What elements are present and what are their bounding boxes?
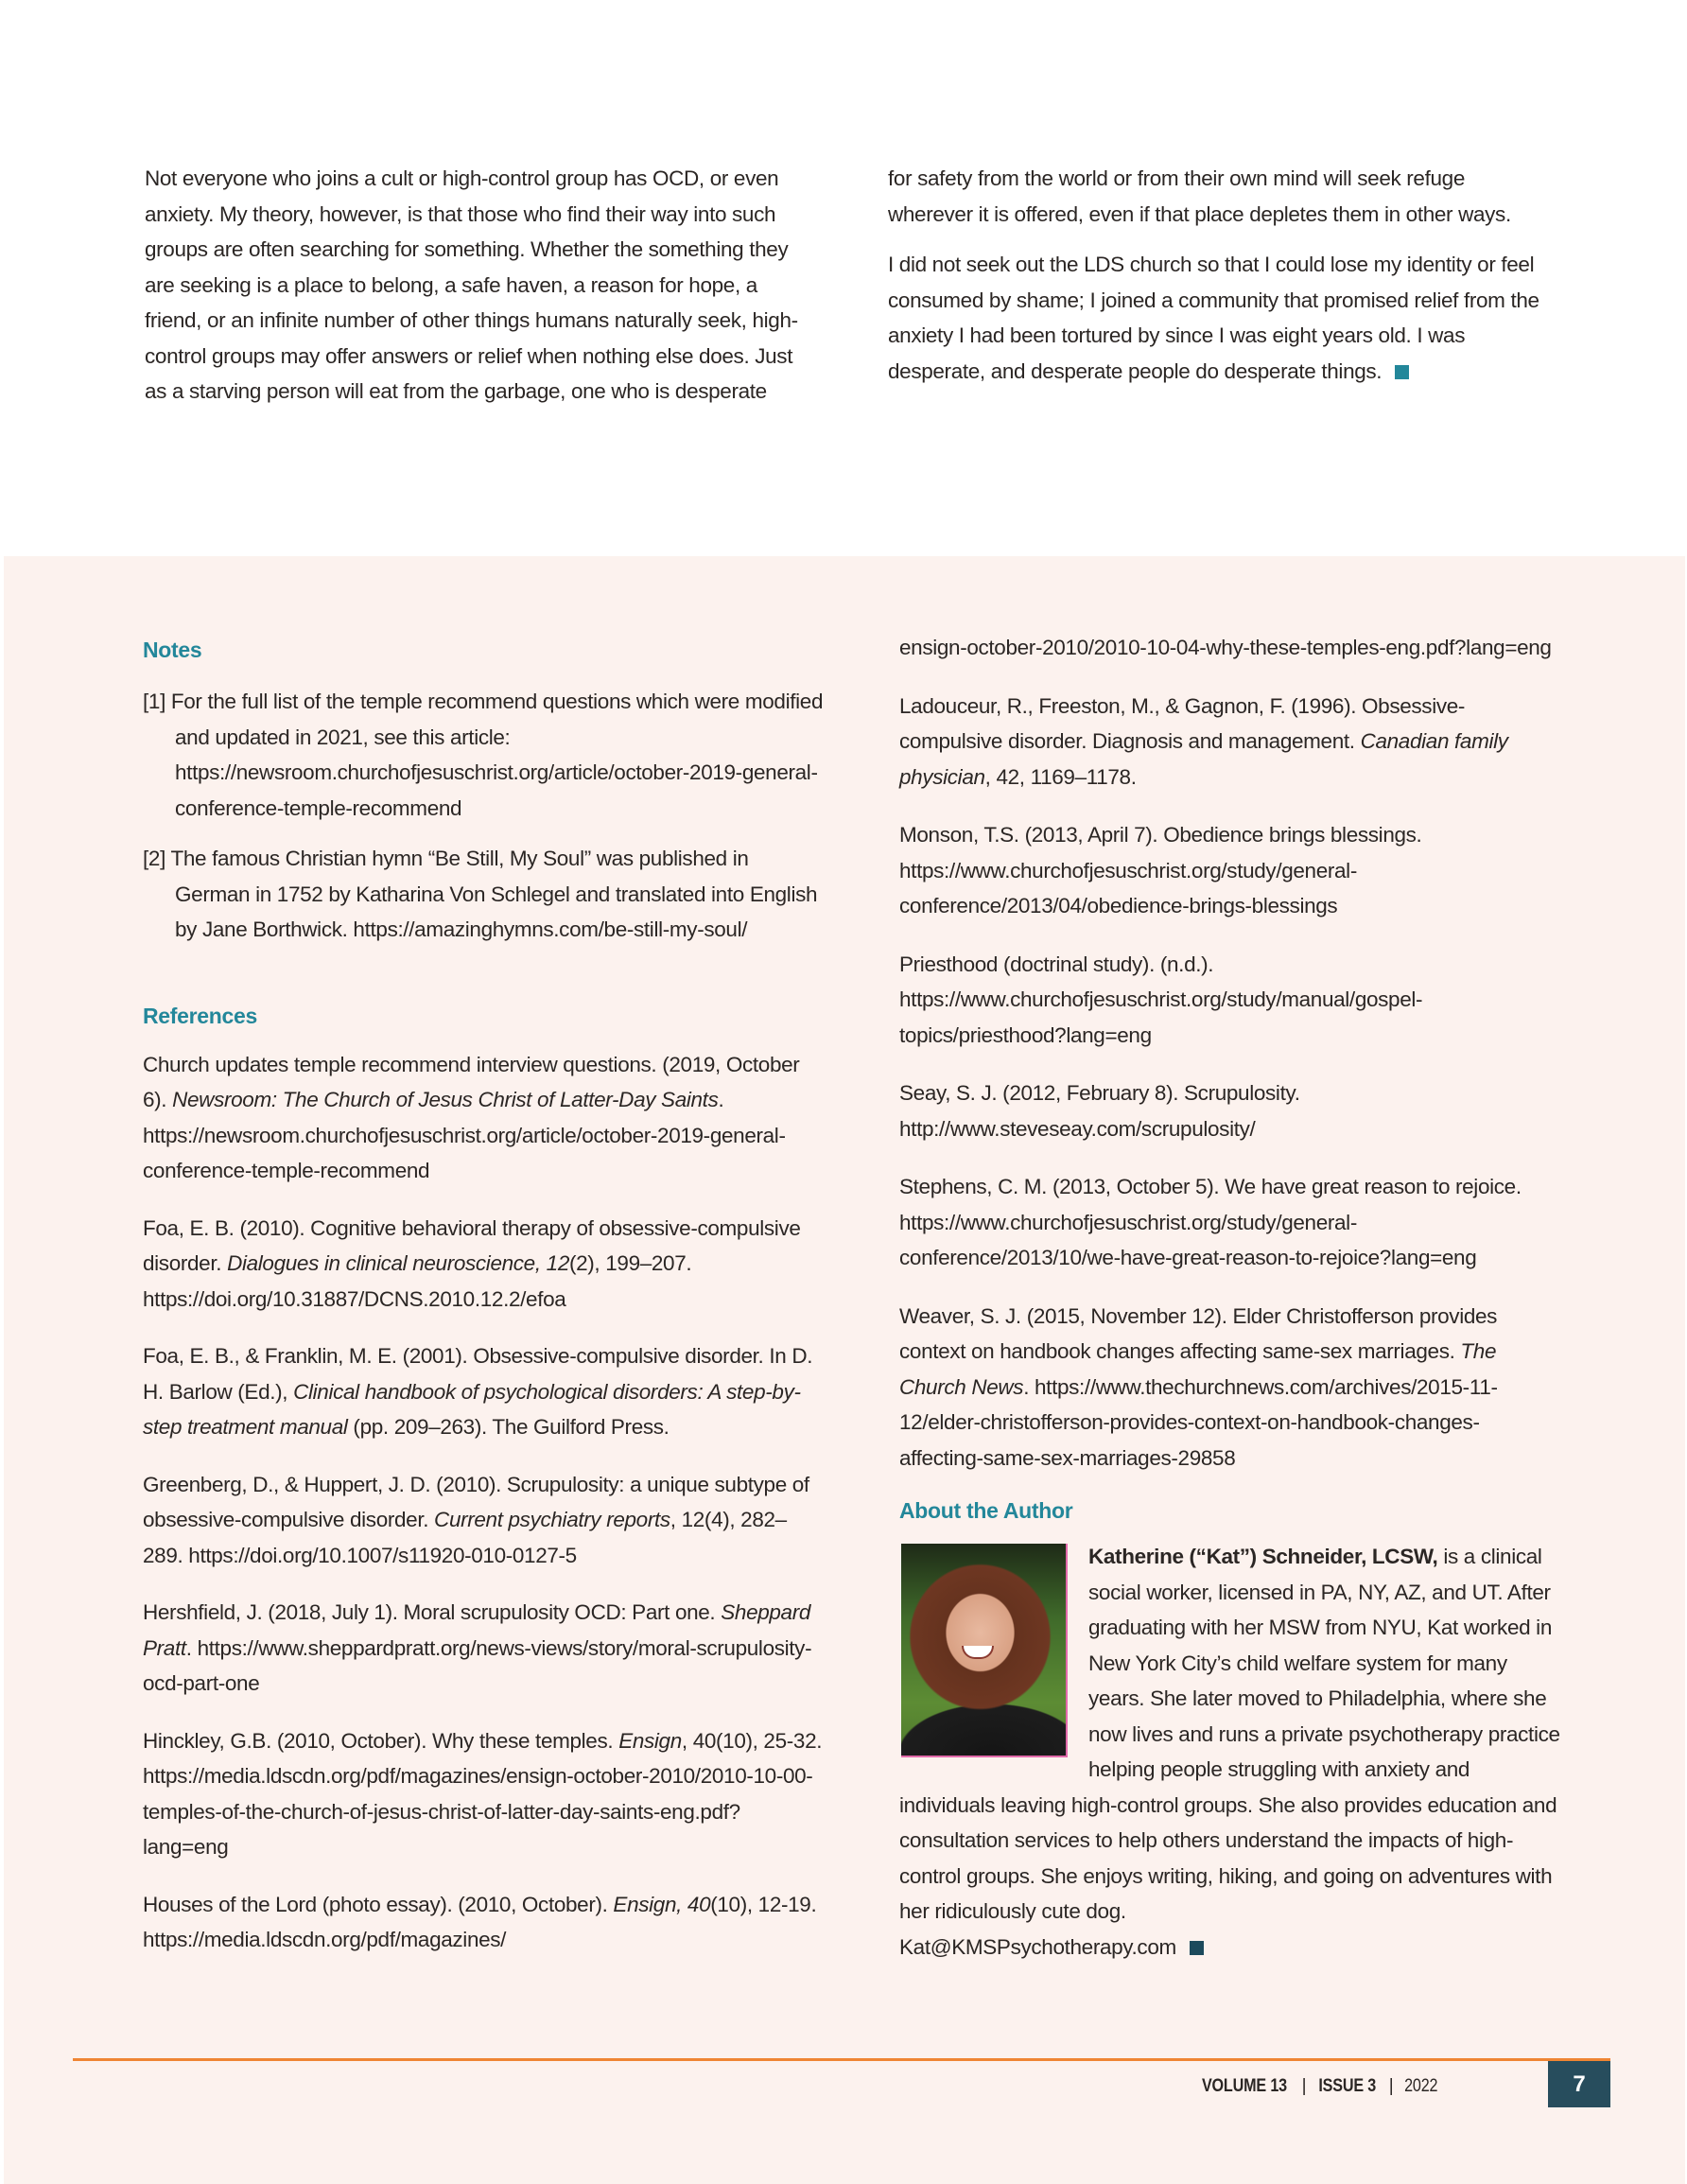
note-item: [1] For the full list of the temple recommend questions which were modified and updated in 2021, see this article: https://newsroom.churchofjesuschrist.org/article/october-2019-general-conference-temple-recommend bbox=[143, 690, 824, 820]
reference-item: Seay, S. J. (2012, February 8). Scrupulosity. http://www.steveseay.com/scrupulosity/ bbox=[899, 1081, 1300, 1141]
notes-left-column bbox=[143, 636, 824, 1958]
reference-item: Stephens, C. M. (2013, October 5). We have great reason to rejoice. https://www.churchofjesuschrist.org/study/general-conference/2013/10/we-have-great-reason-to-rejoice?lang=eng bbox=[899, 1175, 1522, 1269]
author-photo bbox=[901, 1544, 1068, 1757]
reference-item: Ladouceur, R., Freeston, M., & Gagnon, F. (1996). Obsessive-compulsive disorder. Diagnosis and management. Canadian family physician, 42, 1169–1178. bbox=[899, 693, 1508, 789]
end-of-article-square-icon bbox=[1395, 365, 1409, 379]
article-paragraph-final: I did not seek out the LDS church so that I could lose my identity or feel consumed by shame; I joined a community that promised relief from the anxiety I had been tortured by since I was eight years old. I was desperate, and desperate people do desperate things. bbox=[888, 253, 1539, 383]
reference-item: Hershfield, J. (2018, July 1). Moral scrupulosity OCD: Part one. Sheppard Pratt. https://www.sheppardpratt.org/news-views/story/moral-scrupulosity-ocd-part-one bbox=[143, 1600, 812, 1695]
reference-item: Monson, T.S. (2013, April 7). Obedience brings blessings. https://www.churchofjesuschrist.org/study/general-conference/2013/04/obedience-brings-blessings bbox=[899, 823, 1422, 917]
notes-list bbox=[143, 684, 824, 948]
footer-divider bbox=[73, 2058, 1610, 2061]
reference-item: Houses of the Lord (photo essay). (2010, October). Ensign, 40(10), 12-19. https://media.ldscdn.org/pdf/magazines/ bbox=[143, 1892, 817, 1951]
footer-year: 2022 bbox=[1403, 2076, 1437, 2096]
note-item: [2] The famous Christian hymn “Be Still, My Soul” was published in German in 1752 by Katharina Von Schlegel and translated into English by Jane Borthwick. https://amazinghymns.com/be-still-my-soul/ bbox=[143, 847, 818, 941]
reference-item: Priesthood (doctrinal study). (n.d.). https://www.churchofjesuschrist.org/study/manual/gospel-topics/priesthood?lang=eng bbox=[899, 952, 1423, 1047]
footer-separator: | bbox=[1301, 2076, 1307, 2096]
reference-item: Foa, E. B. (2010). Cognitive behavioral therapy of obsessive-compulsive disorder. Dialogues in clinical neuroscience, 12(2), 199–207. https://doi.org/10.31887/DCNS.2010.12.2/efoa bbox=[143, 1215, 801, 1311]
article-right-column bbox=[888, 161, 1550, 389]
reference-item: Foa, E. B., & Franklin, M. E. (2001). Obsessive-compulsive disorder. In D. H. Barlow (Ed.), Clinical handbook of psychological disorders: A step-by-step treatment manual (pp. 209–263). The Guilford Press. bbox=[143, 1344, 813, 1439]
author-bio-text: Katherine (“Kat”) Schneider, LCSW, is a clinical social worker, licensed in PA, NY, AZ, and UT. After graduating with her MSW from NYU, Kat worked in New York City’s child welfare system for many years. She later moved to Philadelphia, where she now lives and runs a private psychotherapy practice helping people struggling with anxiety and individuals leaving high-control groups. She also provides education and consultation services to help others understand the impacts of high-control groups. She enjoys writing, hiking, and going on adventures with her ridiculously cute dog. Kat@KMSPsychotherapy.com bbox=[899, 1545, 1560, 1959]
references-right-column bbox=[899, 630, 1561, 1965]
about-author-heading: About the Author bbox=[899, 1498, 1073, 1523]
author-name: Katherine (“Kat”) Schneider, LCSW, bbox=[1088, 1545, 1438, 1568]
footer-volume: VOLUME 13 bbox=[1201, 2076, 1287, 2096]
footer-separator: | bbox=[1388, 2076, 1394, 2096]
footer-issue-info bbox=[1194, 2070, 1440, 2103]
footer-issue: ISSUE 3 bbox=[1318, 2076, 1377, 2096]
reference-item: Greenberg, D., & Huppert, J. D. (2010). Scrupulosity: a unique subtype of obsessive-compulsive disorder. Current psychiatry reports, 12(4), 282–289. https://doi.org/10.1007/s11920-010-0127-5 bbox=[143, 1472, 809, 1567]
page-number-badge: 7 bbox=[1548, 2061, 1610, 2107]
article-paragraph: Not everyone who joins a cult or high-control group has OCD, or even anxiety. My theory, however, is that those who find their way into such groups are often searching for something. Whether the something they are seeking is a place to belong, a safe haven, a reason for hope, a friend, or an infinite number of other things humans naturally seek, high-control groups may offer answers or relief when nothing else does. Just as a starving person will eat from the garbage, one who is desperate bbox=[145, 166, 798, 403]
reference-item: Hinckley, G.B. (2010, October). Why these temples. Ensign, 40(10), 25-32. https://media.ldscdn.org/pdf/magazines/ensign-october-2010/2010-10-00-temples-of-the-church-of-jesus-christ-of-latter-day-saints-eng.pdf?lang=eng bbox=[143, 1728, 823, 1859]
article-paragraph: for safety from the world or from their own mind will seek refuge wherever it is offered, even if that place depletes them in other ways. bbox=[888, 166, 1511, 226]
references-list-left bbox=[143, 1047, 824, 1958]
end-of-bio-square-icon bbox=[1190, 1941, 1204, 1955]
article-left-column bbox=[145, 161, 807, 410]
author-photo-detail bbox=[962, 1646, 994, 1659]
notes-heading: Notes bbox=[143, 638, 202, 662]
references-heading: References bbox=[143, 1003, 258, 1028]
author-bio bbox=[899, 1539, 1561, 1965]
author-email-link[interactable]: Kat@KMSPsychotherapy.com bbox=[899, 1934, 1176, 1959]
reference-item: Weaver, S. J. (2015, November 12). Elder Christofferson provides context on handbook changes affecting same-sex marriages. The Church News. https://www.thechurchnews.com/archives/2015-11-12/elder-christofferson-provides-context-on-handbook-changes-affecting-same-sex-marriages-29858 bbox=[899, 1303, 1498, 1470]
reference-item: ensign-october-2010/2010-10-04-why-these-temples-eng.pdf?lang=eng bbox=[899, 636, 1552, 659]
references-list-right bbox=[899, 630, 1561, 1476]
reference-item: Church updates temple recommend interview questions. (2019, October 6). Newsroom: The Church of Jesus Christ of Latter-Day Saints. https://newsroom.churchofjesuschrist.org/article/october-2019-general-conference-temple-recommend bbox=[143, 1052, 800, 1182]
